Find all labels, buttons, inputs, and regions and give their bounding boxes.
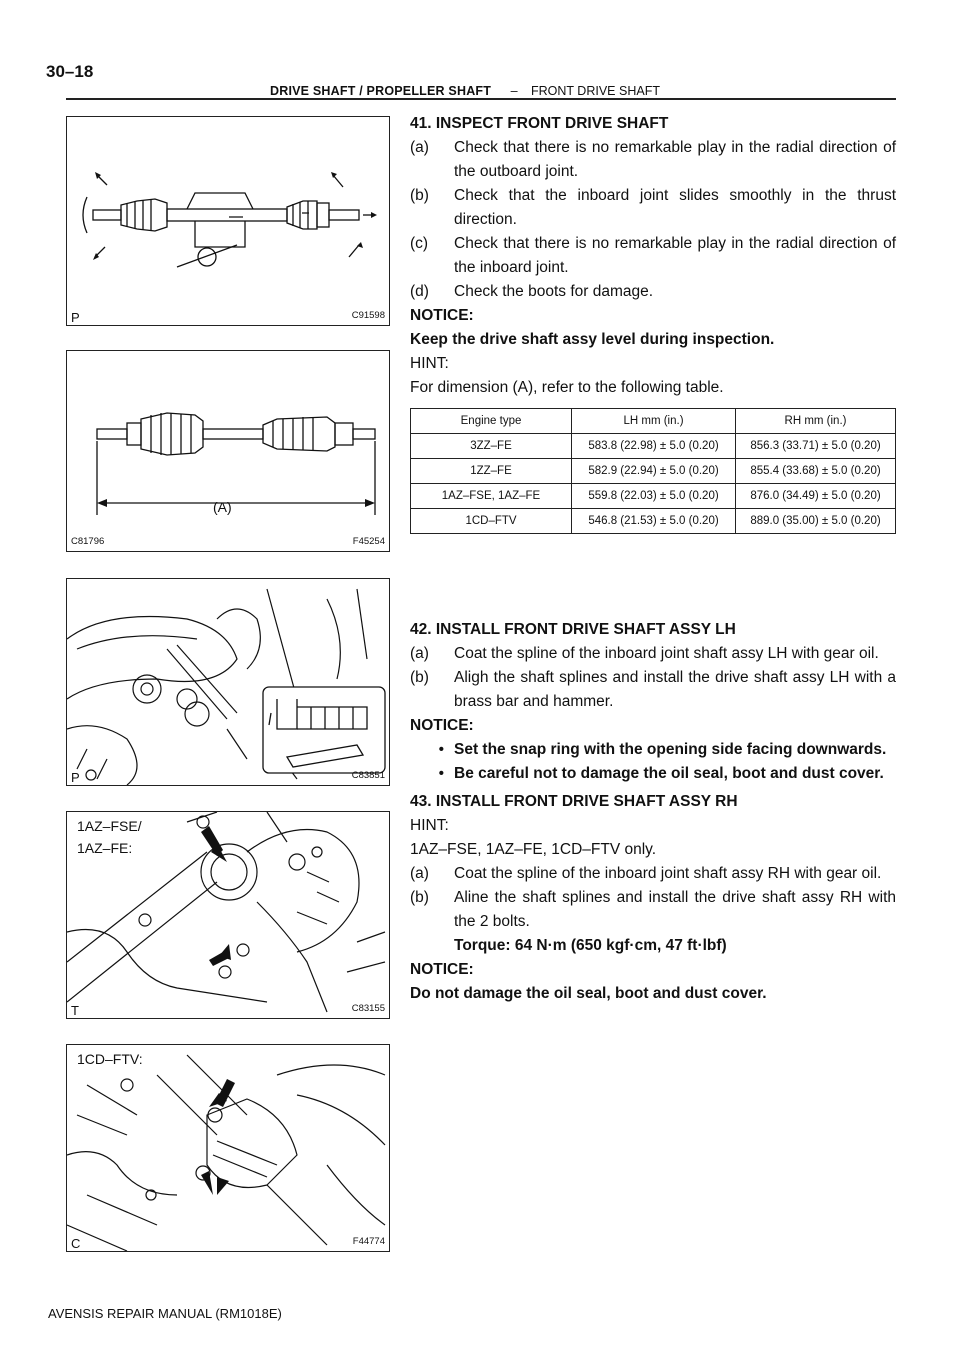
item-key: (b) — [410, 187, 429, 204]
item-text: Coat the spline of the inboard joint shaft assy LH with gear oil. — [454, 645, 879, 662]
figure-engine-label: 1CD–FTV: — [77, 1051, 143, 1067]
notice-text: Keep the drive shaft assy level during inspection. — [410, 331, 775, 348]
figure-drive-shaft-inspection — [66, 116, 390, 326]
step-41-item — [410, 280, 896, 304]
figure-corner-letter: P — [71, 310, 80, 325]
figure-rh-install-1az — [66, 811, 390, 1019]
item-text: Check that there is no remarkable play in the radial direction of the outboard joint. — [454, 139, 896, 180]
table-cell: 583.8 (22.98) ± 5.0 (0.20) — [572, 434, 736, 459]
step-42-item — [410, 666, 896, 714]
table-cell: 1AZ–FSE, 1AZ–FE — [411, 484, 572, 509]
footer-manual-id: AVENSIS REPAIR MANUAL (RM1018E) — [48, 1306, 282, 1321]
figure-dimension-a — [66, 350, 390, 552]
item-text: Check the boots for damage. — [454, 283, 654, 300]
table-cell: 1CD–FTV — [411, 509, 572, 534]
figure-code: C83851 — [351, 770, 385, 781]
notice-label: NOTICE: — [410, 961, 474, 978]
item-key: (a) — [410, 865, 429, 882]
table-cell: 559.8 (22.03) ± 5.0 (0.20) — [572, 484, 736, 509]
page-number: 30–18 — [46, 62, 94, 81]
step-43-title: 43. INSTALL FRONT DRIVE SHAFT ASSY RH — [410, 793, 738, 810]
step-41-item — [410, 232, 896, 280]
step-41-title: 41. INSPECT FRONT DRIVE SHAFT — [410, 115, 669, 132]
dimension-label: (A) — [213, 499, 232, 515]
notice-text: Do not damage the oil seal, boot and dust cover. — [410, 985, 767, 1002]
step-41-item — [410, 136, 896, 184]
item-key: (c) — [410, 235, 429, 252]
bullet-icon: • — [438, 741, 444, 758]
figure-code: C83155 — [351, 1003, 385, 1014]
bullet-icon: • — [438, 765, 444, 782]
table-row — [411, 434, 896, 459]
drive-shaft-dimension-illustration — [67, 351, 389, 551]
step-43-item — [410, 886, 896, 934]
table-cell: 876.0 (34.49) ± 5.0 (0.20) — [736, 484, 896, 509]
item-key: (d) — [410, 283, 429, 300]
figure-lh-install — [66, 578, 390, 786]
table-row — [411, 484, 896, 509]
item-key: (a) — [410, 645, 429, 662]
notice-label: NOTICE: — [410, 307, 474, 324]
figure-code: C91598 — [351, 310, 385, 321]
figure-engine-label-1: 1AZ–FSE/ — [77, 818, 142, 834]
item-text: Check that the inboard joint slides smoothly in the thrust direction. — [454, 187, 896, 228]
table-cell: 856.3 (33.71) ± 5.0 (0.20) — [736, 434, 896, 459]
figure-code-secondary: C81796 — [71, 536, 105, 547]
table-cell: 889.0 (35.00) ± 5.0 (0.20) — [736, 509, 896, 534]
bullet-text: Be careful not to damage the oil seal, boot and dust cover. — [454, 765, 884, 782]
section-name: DRIVE SHAFT / PROPELLER SHAFT — [270, 84, 492, 98]
item-text: Aligh the shaft splines and install the drive shaft assy LH with a brass bar and hammer. — [454, 669, 896, 710]
rh-install-1cd-illustration — [67, 1045, 389, 1251]
figure-corner-letter: C — [71, 1236, 81, 1251]
lh-install-illustration — [67, 579, 389, 785]
notice-label: NOTICE: — [410, 717, 474, 734]
figure-code: F45254 — [352, 536, 385, 547]
table-cell: 546.8 (21.53) ± 5.0 (0.20) — [572, 509, 736, 534]
table-header: Engine type — [411, 409, 572, 434]
notice-bullet — [410, 738, 896, 762]
step-43-item — [410, 862, 896, 886]
hint-text: 1AZ–FSE, 1AZ–FE, 1CD–FTV only. — [410, 841, 657, 858]
item-text: Aline the shaft splines and install the drive shaft assy RH with the 2 bolts. — [454, 889, 896, 930]
table-cell: 582.9 (22.94) ± 5.0 (0.20) — [572, 459, 736, 484]
figure-corner-letter: T — [71, 1003, 79, 1018]
notice-bullet — [410, 762, 896, 786]
table-header: RH mm (in.) — [736, 409, 896, 434]
table-header: LH mm (in.) — [572, 409, 736, 434]
table-row — [411, 459, 896, 484]
figure-rh-install-1cd — [66, 1044, 390, 1252]
step-41-item — [410, 184, 896, 232]
table-cell: 3ZZ–FE — [411, 434, 572, 459]
drive-shaft-inspection-illustration — [67, 117, 389, 325]
spacer — [410, 538, 896, 618]
item-key: (a) — [410, 139, 429, 156]
step-42-item — [410, 642, 896, 666]
hint-label: HINT: — [410, 817, 449, 834]
table-row — [411, 509, 896, 534]
header-rule — [66, 98, 896, 100]
step-42-title: 42. INSTALL FRONT DRIVE SHAFT ASSY LH — [410, 621, 736, 638]
dimension-table — [410, 408, 896, 534]
figure-engine-label-2: 1AZ–FE: — [77, 840, 133, 856]
figure-corner-letter: P — [71, 770, 80, 785]
item-text: Check that there is no remarkable play in the radial direction of the inboard joint. — [454, 235, 896, 276]
table-cell: 1ZZ–FE — [411, 459, 572, 484]
section-separator: – — [510, 84, 518, 98]
figure-code: F44774 — [352, 1236, 385, 1247]
section-title — [270, 84, 660, 98]
item-key: (b) — [410, 889, 429, 906]
table-header-row — [411, 409, 896, 434]
hint-label: HINT: — [410, 355, 449, 372]
item-text: Coat the spline of the inboard joint shaft assy RH with gear oil. — [454, 865, 882, 882]
procedure-content — [410, 112, 896, 1006]
subsection-name: FRONT DRIVE SHAFT — [531, 84, 660, 98]
hint-text: For dimension (A), refer to the following table. — [410, 379, 724, 396]
torque-spec: Torque: 64 N·m (650 kgf·cm, 47 ft·lbf) — [454, 937, 727, 954]
bullet-text: Set the snap ring with the opening side facing downwards. — [454, 741, 887, 758]
table-cell: 855.4 (33.68) ± 5.0 (0.20) — [736, 459, 896, 484]
item-key: (b) — [410, 669, 429, 686]
